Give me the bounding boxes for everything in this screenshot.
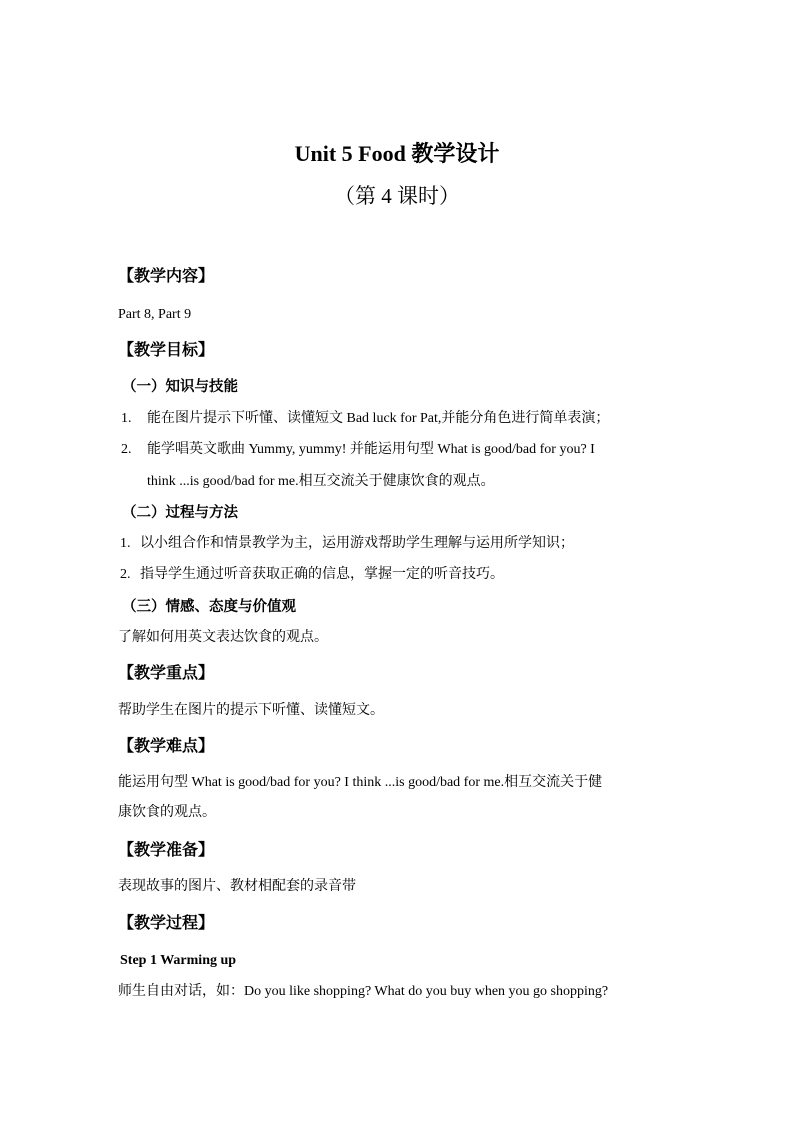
preparation-text: 表现故事的图片、教材相配套的录音带 bbox=[118, 879, 356, 894]
list-number: 1. bbox=[120, 536, 131, 551]
subheading-attitude-values: （三）情感、态度与价值观 bbox=[122, 599, 296, 615]
list-item bbox=[120, 534, 574, 554]
list-number: 2. bbox=[120, 567, 131, 582]
step-heading: Step 1 Warming up bbox=[120, 953, 237, 968]
subheading-knowledge-skills: （一）知识与技能 bbox=[122, 379, 238, 395]
heading-preparation: 【教学准备】 bbox=[118, 842, 215, 859]
list-item bbox=[120, 565, 504, 585]
list-item bbox=[121, 440, 595, 460]
content-text: Part 8, Part 9 bbox=[118, 307, 192, 322]
heading-key-points: 【教学重点】 bbox=[118, 665, 215, 682]
list-item bbox=[121, 409, 609, 429]
heading-process: 【教学过程】 bbox=[118, 915, 215, 932]
heading-objectives: 【教学目标】 bbox=[118, 342, 215, 359]
difficulties-text-line2: 康饮食的观点。 bbox=[118, 805, 216, 820]
list-number: 2. bbox=[121, 442, 132, 457]
list-continuation: think ...is good/bad for me.相互交流关于健康饮食的观点。 bbox=[147, 474, 495, 489]
subheading-process-method: （二）过程与方法 bbox=[122, 505, 238, 521]
heading-content: 【教学内容】 bbox=[118, 268, 215, 285]
key-points-text: 帮助学生在图片的提示下听懂、读懂短文。 bbox=[118, 703, 384, 718]
list-text: 能在图片提示下听懂、读懂短文 Bad luck for Pat,并能分角色进行简单表演； bbox=[147, 411, 610, 426]
lesson-period: （第 4 课时） bbox=[334, 184, 460, 208]
difficulties-text-line1: 能运用句型 What is good/bad for you? I think ...is good/bad for me.相互交流关于健 bbox=[118, 775, 603, 790]
list-number: 1. bbox=[121, 411, 132, 426]
attitude-text: 了解如何用英文表达饮食的观点。 bbox=[118, 630, 328, 645]
heading-difficulties: 【教学难点】 bbox=[118, 738, 215, 755]
list-text: 能学唱英文歌曲 Yummy, yummy! 并能运用句型 What is good/bad for you? I bbox=[147, 442, 595, 457]
list-text: 以小组合作和情景教学为主，运用游戏帮助学生理解与运用所学知识； bbox=[140, 536, 574, 551]
list-text: 指导学生通过听音获取正确的信息，掌握一定的听音技巧。 bbox=[140, 567, 504, 582]
document-title: Unit 5 Food 教学设计 bbox=[294, 141, 500, 166]
step-text: 师生自由对话，如：Do you like shopping? What do you buy when you go shopping? bbox=[118, 984, 609, 999]
